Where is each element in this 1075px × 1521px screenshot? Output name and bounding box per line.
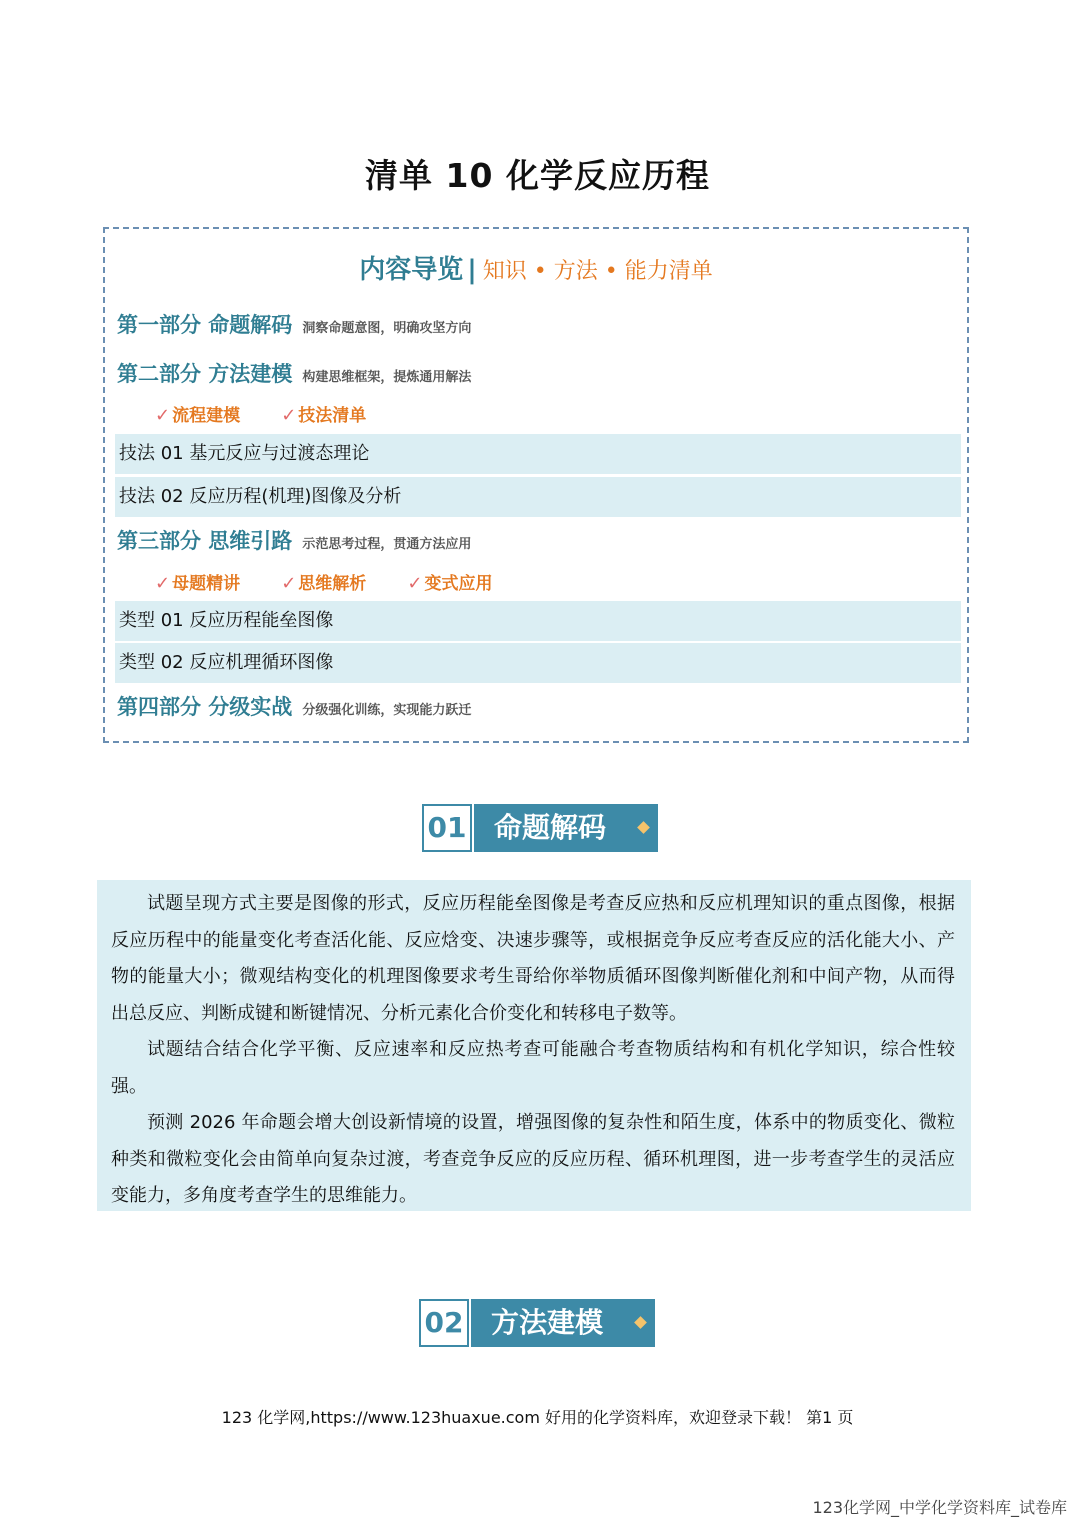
toc-heading	[105, 249, 967, 286]
check-item-label: 流程建模	[172, 406, 241, 426]
section-label	[471, 1299, 655, 1347]
check-mark-icon: ✓	[407, 573, 423, 594]
part-3-checks	[155, 569, 528, 594]
page-title: 清单 10 化学反应历程	[365, 156, 710, 195]
watermark-text: 123化学网_中学化学资料库_试卷库	[812, 1498, 1067, 1517]
check-mark-icon: ✓	[155, 573, 171, 594]
check-item	[155, 569, 240, 594]
toc-part-3	[117, 525, 471, 555]
toc-row-type-01: 类型 01 反应历程能垒图像	[115, 601, 961, 641]
part-3-desc: 示范思考过程，贯通方法应用	[302, 537, 472, 552]
part-4-desc: 分级强化训练，实现能力跃迁	[302, 703, 472, 718]
section-banner-02	[419, 1299, 655, 1347]
part-1-name: 第一部分 命题解码	[117, 313, 293, 337]
toc-heading-bar: |	[467, 255, 477, 285]
toc-heading-main: 内容导览	[359, 255, 464, 285]
check-item-label: 母题精讲	[172, 574, 241, 594]
intro-panel	[97, 880, 971, 1211]
check-item	[407, 569, 492, 594]
diamond-icon	[634, 1316, 647, 1329]
section-label-text: 方法建模	[491, 1306, 604, 1339]
part-2-name: 第二部分 方法建模	[117, 362, 293, 386]
intro-paragraph-1: 试题呈现方式主要是图像的形式，反应历程能垒图像是考查反应热和反应机理知识的重点图像，根据反应历程中的能量变化考查活化能、反应焓变、决速步骤等，或根据竞争反应考查反应的活化能大小、产物的能量大小；微观结构变化的机理图像要求考生哥给你举物质循环图像判断催化剂和中间产物，从而得出总反应、判断成键和断键情况、分析元素化合价变化和转移电子数等。	[111, 893, 955, 1024]
check-item	[155, 401, 240, 426]
intro-paragraph-3: 预测 2026 年命题会增大创设新情境的设置，增强图像的复杂性和陌生度，体系中的物质变化、微粒种类和微粒变化会由简单向复杂过渡，考查竞争反应的反应历程、循环机理图，进一步考查学生的灵活应变能力，多角度考查学生的思维能力。	[111, 1112, 955, 1206]
check-mark-icon: ✓	[281, 405, 297, 426]
intro-paragraph-2: 试题结合结合化学平衡、反应速率和反应热考查可能融合考查物质结构和有机化学知识，综合性较强。	[111, 1039, 955, 1097]
page-footer: 123 化学网,https://www.123huaxue.com 好用的化学资料库，欢迎登录下载！ 第1 页	[221, 1408, 854, 1427]
contents-overview-box	[103, 227, 969, 743]
part-4-name: 第四部分 分级实战	[117, 695, 293, 719]
toc-row-type-02: 类型 02 反应机理循环图像	[115, 643, 961, 683]
section-label	[474, 804, 658, 852]
check-item-label: 技法清单	[298, 406, 367, 426]
check-item-label: 思维解析	[298, 574, 367, 594]
check-item	[281, 401, 366, 426]
toc-part-1	[117, 309, 471, 339]
toc-heading-sub: 知识 • 方法 • 能力清单	[482, 259, 713, 284]
diamond-icon	[637, 821, 650, 834]
section-number: 02	[419, 1299, 469, 1347]
toc-row-technique-01: 技法 01 基元反应与过渡态理论	[115, 434, 961, 474]
section-number: 01	[422, 804, 472, 852]
part-3-name: 第三部分 思维引路	[117, 529, 293, 553]
check-mark-icon: ✓	[281, 573, 297, 594]
toc-part-2	[117, 358, 471, 388]
toc-part-4	[117, 691, 471, 721]
section-banner-01	[422, 804, 658, 852]
check-item-label: 变式应用	[424, 574, 493, 594]
toc-row-technique-02: 技法 02 反应历程(机理)图像及分析	[115, 477, 961, 517]
part-2-desc: 构建思维框架，提炼通用解法	[302, 370, 472, 385]
section-label-text: 命题解码	[494, 811, 607, 844]
part-1-desc: 洞察命题意图，明确攻坚方向	[302, 321, 472, 336]
part-2-checks	[155, 401, 402, 426]
check-item	[281, 569, 366, 594]
check-mark-icon: ✓	[155, 405, 171, 426]
